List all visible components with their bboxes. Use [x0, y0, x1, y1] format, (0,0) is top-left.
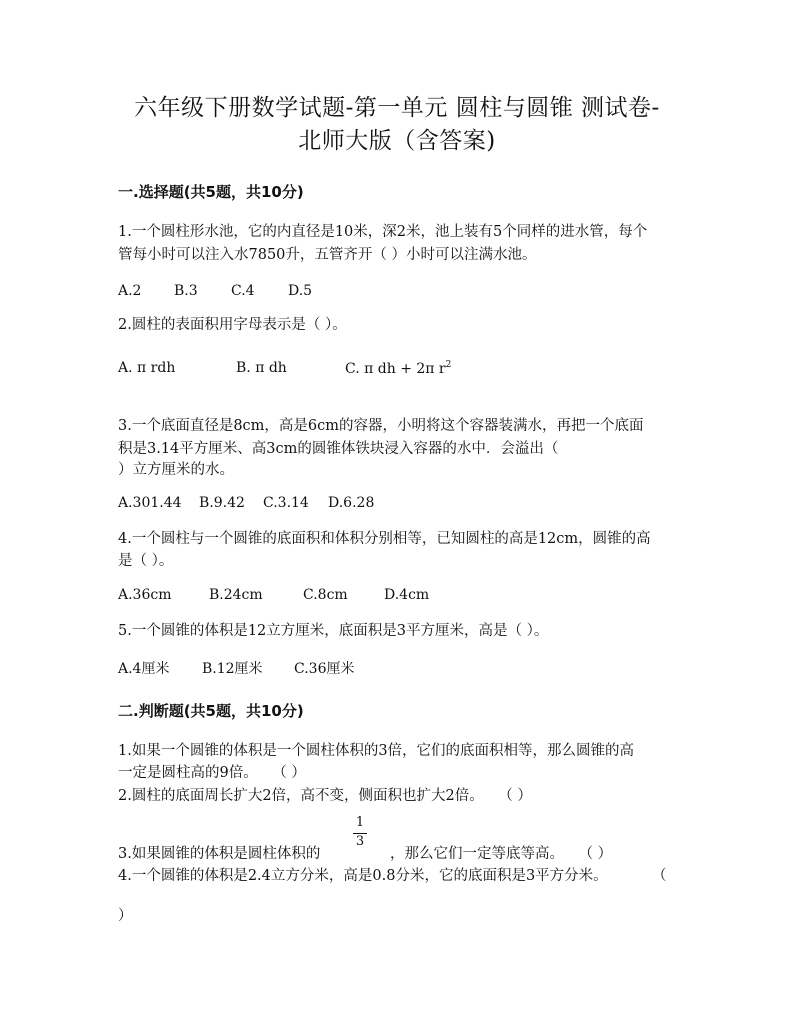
fraction-denominator: 3: [355, 834, 365, 849]
q3-option-b: B.9.42: [199, 495, 245, 511]
fraction-numerator: 1: [355, 815, 365, 830]
q2-option-c-text: C. π dh + 2π r: [345, 361, 446, 377]
q4-text-line2: 是（ ）。: [118, 553, 174, 569]
q2-option-b: B. π dh: [236, 360, 287, 376]
page-title-line2: 北师大版（含答案): [298, 128, 496, 154]
q3-option-a: A.301.44: [118, 495, 182, 511]
judge-q4-paren-close: ）: [118, 908, 133, 924]
q5-option-b: B.12厘米: [202, 661, 263, 677]
q1-option-b: B.3: [174, 283, 198, 299]
judge-q1-text-line2: 一定是圆柱高的9倍。 （ ）: [118, 765, 306, 781]
q1-text-line1: 1.一个圆柱形水池，它的内直径是10米，深2米，池上装有5个同样的进水管，每个: [118, 224, 648, 240]
q3-text-line2: 积是3.14平方厘米、高3cm的圆锥体铁块浸入容器的水中．会溢出（: [118, 441, 559, 457]
q5-option-a: A.4厘米: [118, 661, 170, 677]
q5-option-c: C.36厘米: [294, 661, 355, 677]
judge-q1-text-line1: 1.如果一个圆锥的体积是一个圆柱体积的3倍，它们的底面积相等，那么圆锥的高: [118, 743, 635, 759]
judge-q3-text-part1: 3.如果圆锥的体积是圆柱体积的: [118, 846, 321, 862]
q4-option-c: C.8cm: [303, 587, 348, 603]
judge-q2-text-line1: 2.圆柱的底面周长扩大2倍，高不变，侧面积也扩大2倍。 （ ）: [118, 788, 532, 804]
q3-text-line1: 3.一个底面直径是8cm，高是6cm的容器，小明将这个容器装满水，再把一个底面: [118, 418, 644, 434]
q4-option-b: B.24cm: [209, 587, 263, 603]
q1-option-c: C.4: [231, 283, 255, 299]
q5-text-line1: 5.一个圆锥的体积是12立方厘米，底面积是3平方厘米，高是（ ）。: [118, 623, 549, 639]
section2-heading: 二.判断题(共5题，共10分): [118, 702, 304, 720]
q2-option-c-exponent: 2: [445, 360, 452, 370]
q4-text-line1: 4.一个圆柱与一个圆锥的底面积和体积分别相等，已知圆柱的高是12cm，圆锥的高: [118, 531, 651, 547]
q3-option-d: D.6.28: [328, 495, 375, 511]
q4-option-a: A.36cm: [118, 587, 172, 603]
judge-q4-text-line1: 4.一个圆锥的体积是2.4立方分米，高是0.8分米，它的底面积是3平方分米。: [118, 868, 608, 884]
q3-text-line3: ）立方厘米的水。: [118, 462, 234, 478]
page-title-line1: 六年级下册数学试题-第一单元 圆柱与圆锥 测试卷-: [134, 95, 660, 121]
q1-option-a: A.2: [118, 283, 142, 299]
judge-q4-paren-open: （: [652, 868, 667, 884]
section1-heading: 一.选择题(共5题，共10分): [118, 183, 304, 201]
q1-option-d: D.5: [288, 283, 313, 299]
q2-option-c: [345, 360, 451, 377]
judge-q3-text-part2: ，那么它们一定等底等高。 （ ）: [390, 846, 613, 862]
q1-text-line2: 管每小时可以注入水7850升，五管齐开（ ）小时可以注满水池。: [118, 247, 537, 263]
q2-option-a: A. π rdh: [118, 360, 176, 376]
q4-option-d: D.4cm: [384, 587, 430, 603]
q2-text-line1: 2.圆柱的表面积用字母表示是（ ）。: [118, 317, 347, 333]
q3-option-c: C.3.14: [263, 495, 309, 511]
